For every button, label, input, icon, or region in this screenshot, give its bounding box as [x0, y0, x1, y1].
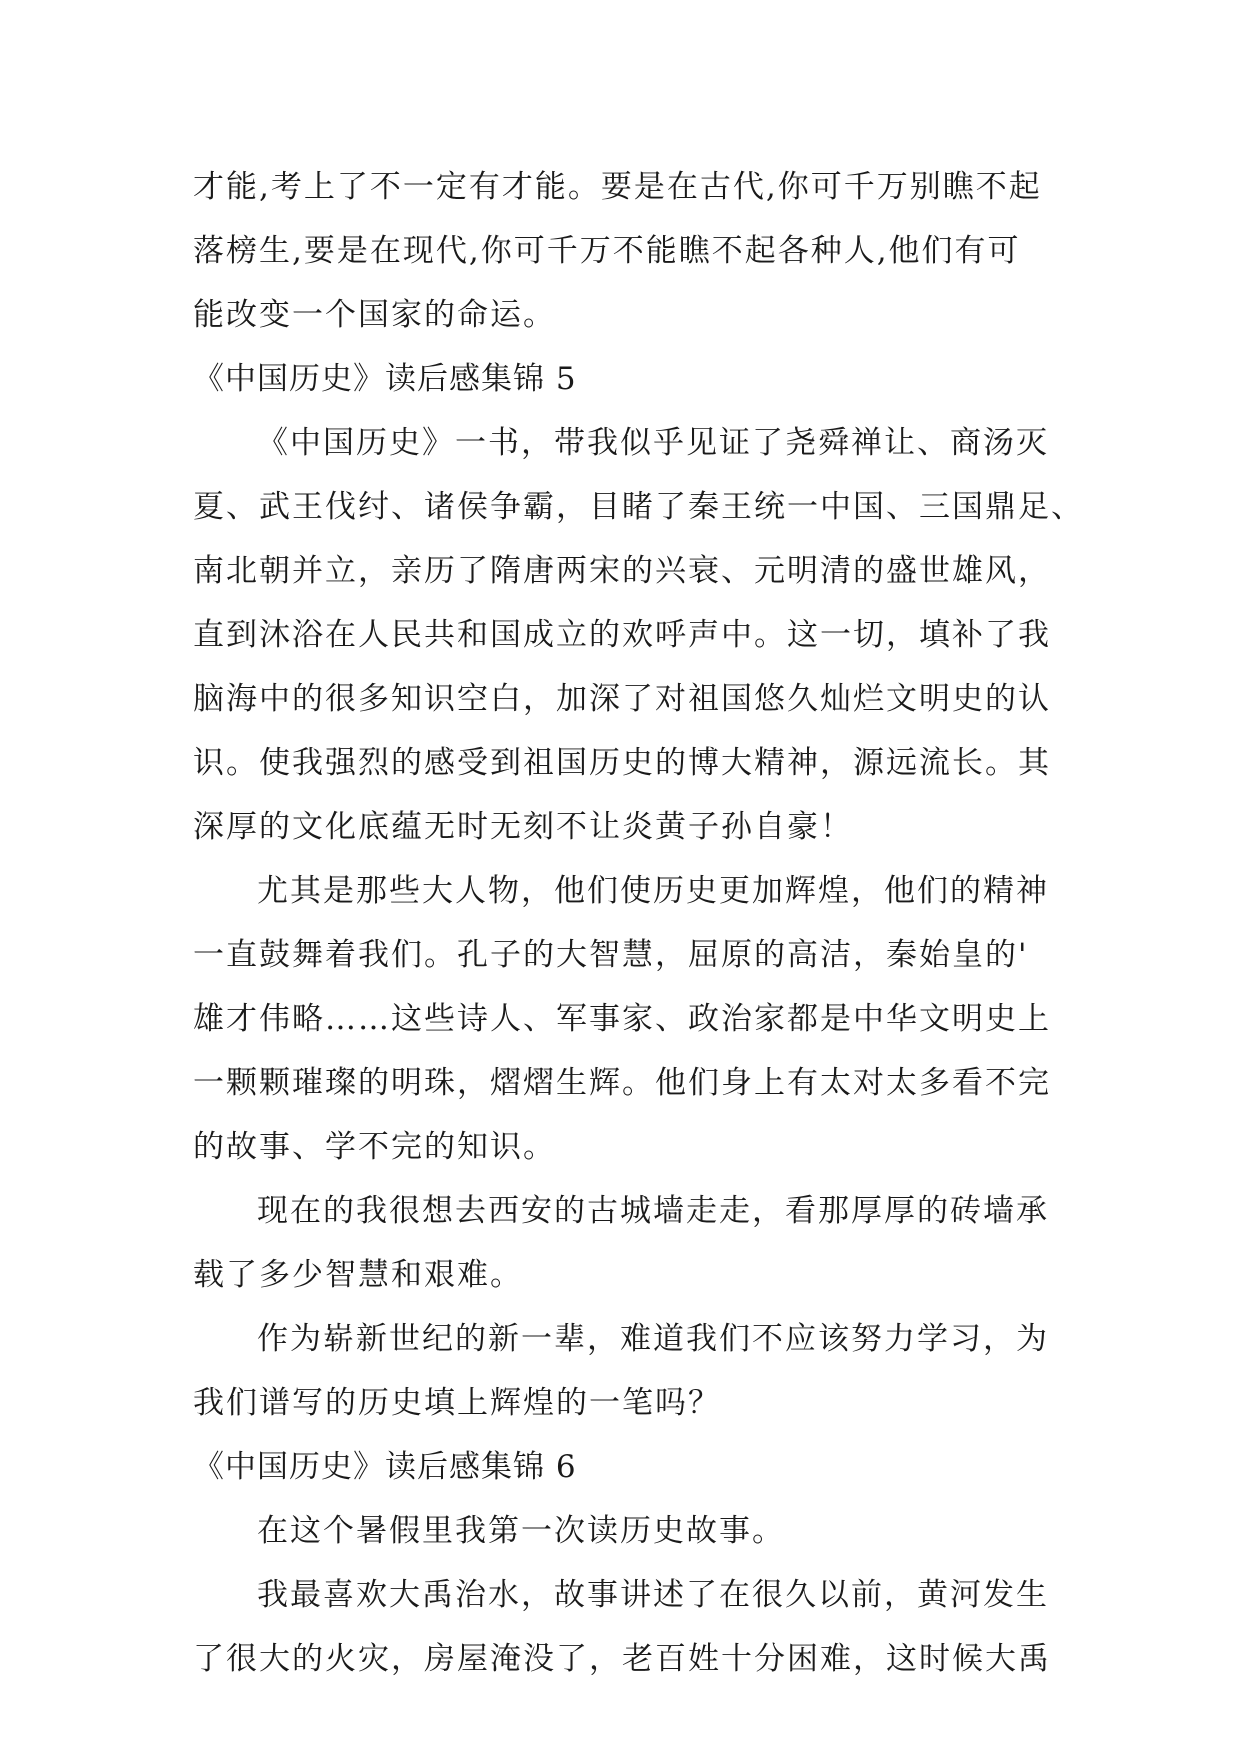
paragraph-first-line: 作为崭新世纪的新一辈，难道我们不应该努力学习，为 — [257, 1321, 1049, 1357]
body-line: 了很大的火灾，房屋淹没了，老百姓十分困难，这时候大禹 — [193, 1641, 1051, 1677]
body-line: 南北朝并立，亲历了隋唐两宋的兴衰、元明清的盛世雄风， — [193, 553, 1051, 589]
body-line: 能改变一个国家的命运。 — [193, 297, 556, 333]
body-line: 才能,考上了不一定有才能。要是在古代,你可千万别瞧不起 — [193, 169, 1042, 205]
body-line: 我们谱写的历史填上辉煌的一笔吗？ — [193, 1385, 721, 1421]
body-line: 一颗颗璀璨的明珠，熠熠生辉。他们身上有太对太多看不完 — [193, 1065, 1051, 1101]
section-heading: 《中国历史》读后感集锦 6 — [193, 1449, 577, 1485]
body-line: 落榜生,要是在现代,你可千万不能瞧不起各种人,他们有可 — [193, 233, 1021, 269]
paragraph-first-line: 在这个暑假里我第一次读历史故事。 — [257, 1513, 785, 1549]
document-page — [193, 155, 1084, 1691]
body-line: 夏、武王伐纣、诸侯争霸，目睹了秦王统一中国、三国鼎足、 — [193, 489, 1084, 525]
section-heading: 《中国历史》读后感集锦 5 — [193, 361, 577, 397]
body-line: 脑海中的很多知识空白，加深了对祖国悠久灿烂文明史的认 — [193, 681, 1051, 717]
body-line: 一直鼓舞着我们。孔子的大智慧，屈原的高洁，秦始皇的' — [193, 937, 1029, 973]
paragraph-first-line: 尤其是那些大人物，他们使历史更加辉煌，他们的精神 — [257, 873, 1049, 909]
body-line: 的故事、学不完的知识。 — [193, 1129, 556, 1165]
body-line: 直到沐浴在人民共和国成立的欢呼声中。这一切，填补了我 — [193, 617, 1051, 653]
paragraph-first-line: 我最喜欢大禹治水，故事讲述了在很久以前，黄河发生 — [257, 1577, 1049, 1613]
body-line: 载了多少智慧和艰难。 — [193, 1257, 523, 1293]
body-line: 雄才伟略……这些诗人、军事家、政治家都是中华文明史上 — [193, 1001, 1051, 1037]
paragraph-first-line: 现在的我很想去西安的古城墙走走，看那厚厚的砖墙承 — [257, 1193, 1049, 1229]
body-line: 深厚的文化底蕴无时无刻不让炎黄子孙自豪！ — [193, 809, 853, 845]
paragraph-first-line: 《中国历史》一书，带我似乎见证了尧舜禅让、商汤灭 — [257, 425, 1049, 461]
body-line: 识。使我强烈的感受到祖国历史的博大精神，源远流长。其 — [193, 745, 1051, 781]
